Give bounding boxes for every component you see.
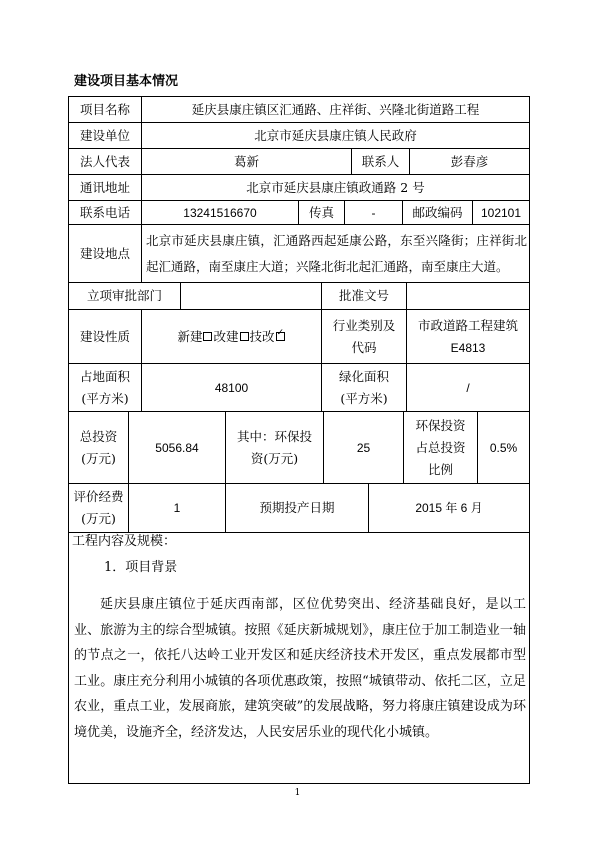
nature-new-text: 新建 (177, 328, 203, 344)
page-number: 1 (294, 788, 301, 798)
env-invest-label (226, 412, 324, 484)
contact-label: 联系人 (352, 149, 410, 175)
page-title: 建设项目基本情况 (74, 74, 179, 89)
nature-options (142, 310, 322, 364)
ratio-value: 0.5% (478, 412, 529, 484)
address-value: 北京市延庆县康庄镇政通路 2 号 (142, 175, 529, 201)
nature-rebuild-text: 改建 (213, 328, 239, 344)
industry-value (407, 310, 529, 364)
ratio-label-line1: 环保投资 (415, 417, 466, 433)
invest-label-line1: 总投资 (79, 428, 118, 444)
area-value: 48100 (142, 364, 322, 412)
ratio-label-line3: 比例 (427, 461, 453, 477)
section-title: 1．项目背景 (104, 560, 178, 575)
fee-label (69, 484, 129, 533)
location-label: 建设地点 (69, 225, 142, 283)
project-name-value: 延庆县康庄镇区汇通路、庄祥街、兴隆北街道路工程 (142, 97, 529, 123)
postcode-label: 邮政编码 (403, 201, 473, 225)
background-paragraph: 延庆县康庄镇位于延庆西南部，区位优势突出、经济基础良好，是以工业、旅游为主的综合型城镇。按照《延庆新城规划》，康庄位于加工制造业一轴的节点之一，依托八达岭工业开发区和延庆经济技术开发区，重点发展都市型工业。康庄充分利用小城镇的各项优惠政策，按照“城镇带动、依托二区，立足农业，重点工业，发展商旅，建筑突破”的发展战略，努力将康庄镇建设成为环境优美，设施齐全，经济发达，人民安居乐业的现代化小城镇。 (74, 597, 526, 740)
approval-no-value (407, 283, 529, 310)
builder-label: 建设单位 (69, 123, 142, 149)
industry-code: E4813 (450, 340, 486, 355)
postcode-value: 102101 (473, 201, 529, 225)
invest-value: 5056.84 (129, 412, 226, 484)
industry-label (322, 310, 407, 364)
fee-value: 1 (129, 484, 226, 533)
env-invest-label-line1: 其中：环保投 (236, 428, 312, 444)
approval-dept-label: 立项审批部门 (69, 283, 181, 310)
start-label: 预期投产日期 (226, 484, 369, 533)
nature-label: 建设性质 (69, 310, 142, 364)
nature-tech-text: 技改 (249, 328, 275, 344)
env-invest-label-line2: 资(万元) (250, 450, 299, 466)
contact-value: 彭春彦 (410, 149, 529, 175)
ratio-label (404, 412, 478, 484)
fee-label-line2: (万元) (81, 511, 116, 526)
content-heading: 工程内容及规模： (72, 534, 177, 549)
phone-value: 13241516670 (142, 201, 299, 225)
project-name-label: 项目名称 (69, 97, 142, 123)
green-label-line2: (平方米) (340, 390, 388, 406)
green-label (322, 364, 407, 412)
phone-label: 联系电话 (69, 201, 142, 225)
start-value: 2015 年 6 月 (369, 484, 529, 533)
ratio-label-line2: 占总投资 (415, 439, 466, 455)
area-label-line2: (平方米) (81, 390, 129, 406)
nature-tech-checkbox[interactable] (276, 332, 285, 341)
industry-label-line1: 行业类别及 (332, 317, 396, 333)
industry-label-line2: 代码 (351, 339, 377, 355)
address-label: 通讯地址 (69, 175, 142, 201)
nature-new-checkbox[interactable] (203, 332, 212, 341)
fax-value: - (345, 201, 403, 225)
location-value: 北京市延庆县康庄镇，汇通路西起延康公路，东至兴隆街；庄祥街北起汇通路，南至康庄大道；兴隆北街北起汇通路，南至康庄大道。 (142, 225, 529, 283)
approval-dept-value (181, 283, 322, 310)
industry-value-line1: 市政道路工程建筑 (417, 317, 518, 333)
nature-rebuild-checkbox[interactable] (240, 332, 249, 341)
green-value: / (407, 364, 529, 412)
fax-label: 传真 (299, 201, 345, 225)
approval-no-label: 批准文号 (322, 283, 407, 310)
invest-label-line2: (万元) (81, 450, 116, 466)
green-label-line1: 绿化面积 (338, 368, 389, 384)
invest-label (69, 412, 129, 484)
env-invest-value: 25 (324, 412, 404, 484)
area-label-line1: 占地面积 (79, 368, 130, 384)
area-label (69, 364, 142, 412)
fee-label-line1: 评价经费 (73, 489, 124, 504)
legal-rep-value: 葛新 (142, 149, 352, 175)
legal-rep-label: 法人代表 (69, 149, 142, 175)
builder-value: 北京市延庆县康庄镇人民政府 (142, 123, 529, 149)
